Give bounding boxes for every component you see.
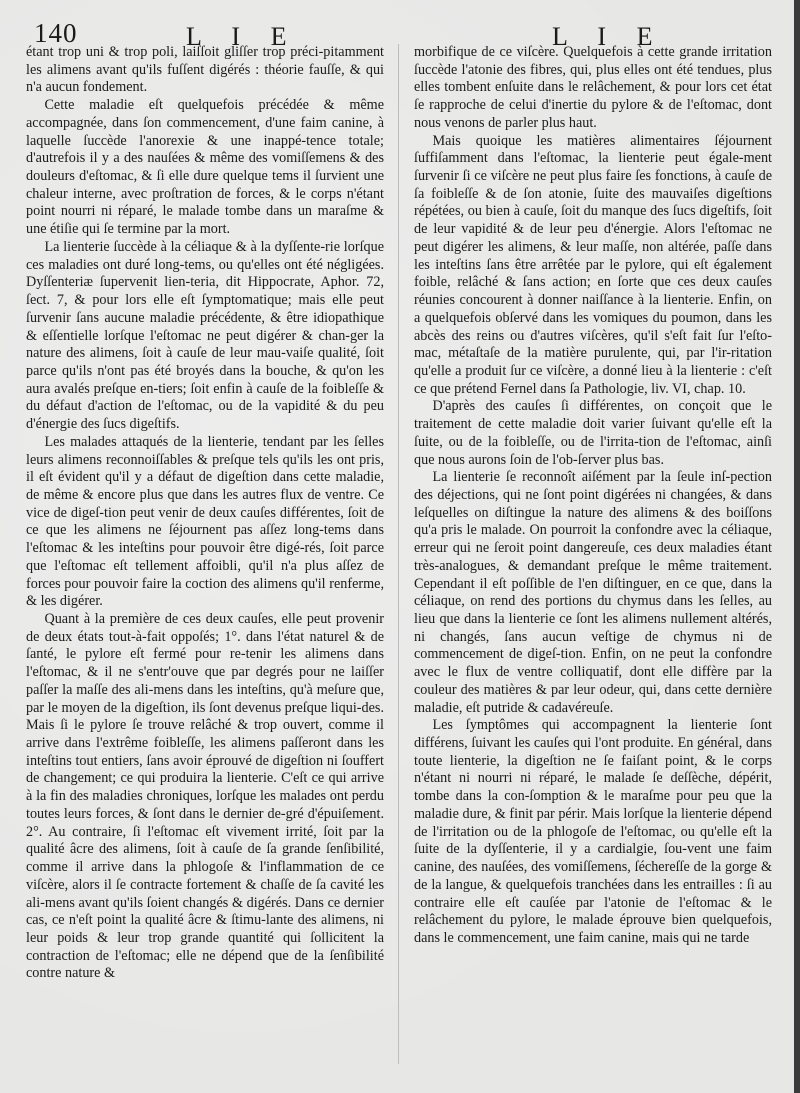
page-number: 140 — [34, 18, 78, 48]
column-divider — [398, 44, 399, 1064]
page-edge — [794, 0, 800, 1093]
running-head-left: L I E — [186, 22, 299, 51]
paragraph: Les ſymptômes qui accompagnent la lienterie ſont différens, ſuivant les cauſes qui l'ont produite. En général, dans toute lienterie, la digeſtion ne ſe faiſant point, & le corps n'étant ni nourri ni réparé, le malade ſe deſſèche, dépérit, tombe dans la con-ſomption & le maraſme pour peu que la maladie dure, & finit par périr. Mais lorſque la lienterie dépend de l'irritation ou de la phlogoſe de l'eſtomac, ou qu'elle eſt la ſuite de la dyſſenterie, il y a cardialgie, ſou-vent une faim canine, des nauſées, des vomiſſemens, ſéchereſſe de la gorge & de la langue, & quelquefois tranchées dans les entrailles : ſi au contraire elle eſt cauſée par l'atonie de l'eſtomac & le relâchement du pylore, le malade éprouve bien quelquefois, dans le commencement, une faim canine, mais qui ne tarde — [414, 717, 772, 946]
paragraph: Les malades attaqués de la lienterie, tendant par les ſelles leurs alimens reconnoiſſables & preſque tels qu'ils les ont pris, il eſt évident qu'il y a défaut de digeſtion dans cette maladie, de même & encore plus que dans les autres flux de ventre. Ce vice de digeſ-tion peut venir de deux cauſes différentes, ſoit de ce que les alimens ne ſéjournent pas aſſez long-tems dans l'eſtomac & les inteſtins pour pouvoir être digé-rés, ſoit parce que l'eſtomac eſt tellement affoibli, qu'il n'a plus aſſez de forces pour pouvoir faire la coction des alimens qu'il renferme, & les digérer. — [26, 433, 384, 610]
paragraph: Quant à la première de ces deux cauſes, elle peut provenir de deux états tout-à-fait oppoſés; 1°. dans l'état naturel & de ſanté, le pylore eſt fermé pour re-tenir les alimens dans l'eſtomac, & il ne s'entr'ouve que par degrés pour ne laiſſer paſſer la maſſe des ali-mens dans les inteſtins, qu'à meſure que, par le moyen de la digeſtion, ils ſont devenus preſque liqui-des. Mais ſi le pylore ſe trouve relâché & trop ouvert, comme il arrive dans l'extrême foibleſſe, les alimens paſſeront dans les inteſtins tout entiers, ſans avoir éprouvé de digeſtion ni ſouffert de changement; ce qui produira la lienterie. C'eſt ce qui arrive à la fin des maladies chroniques, lorſque les malades ont perdu toutes leurs forces, & ſont dans le dernier de-gré d'épuiſement. 2°. Au contraire, ſi l'eſtomac eſt vivement irrité, ſoit par la qualité âcre des alimens, ſoit à cauſe de ſa grande ſenſibilité, comme il arrive dans la phlogoſe & l'inflammation de ce viſcère, alors il ſe contracte fortement & chaſſe de ſa cavité les ali-mens avant qu'ils ſoient changés & digérés. Dans ce dernier cas, ce n'eſt point la qualité âcre & ſtimu-lante des alimens, ni leur poids & leur trop grande quantité qui ſollicitent la contraction de l'eſtomac; elle ne dépend que de la ſenſibilité contre nature & — [26, 611, 384, 982]
paragraph: D'après des cauſes ſi différentes, on conçoit que le traitement de cette maladie doit varier ſuivant qu'elle eſt la ſuite, ou de la foibleſſe, ou de l'irrita-tion de l'eſtomac, ainſi que nous aurons ſoin de l'ob-ſerver plus bas. — [414, 398, 772, 468]
paragraph: étant trop uni & trop poli, laiſſoit gliſſer trop préci-pitamment les alimens avant qu'ils fuſſent digérés : théorie fauſſe, & qui n'a aucun fondement. — [26, 44, 384, 96]
left-column — [26, 44, 384, 983]
paragraph: La lienterie ſuccède à la céliaque & à la dyſſente-rie lorſque ces maladies ont duré long-tems, ou qu'elles ont été négligées. Dyſſenteriæ ſupervenit lien-teria, dit Hippocrate, Aphor. 72, ſect. 7, & pour lors elle eſt ſymptomatique; mais elle peut ſurvenir ſans aucune maladie précédente, & être idiopathique & eſſentielle lorſque l'eſtomac ne peut digérer & chan-ger la nature des alimens, ſoit à cauſe de leur mau-vaiſe qualité, ſoit parce qu'ils n'ont pas été broyés dans la bouche, & qu'on les aura avalés preſque en-tiers; ſoit enfin à cauſe de la foibleſſe & du défaut d'action de l'eſtomac, ou de la vapidité & du peu d'énergie des ſucs digeſtifs. — [26, 238, 384, 433]
right-column — [414, 44, 772, 948]
paragraph: La lienterie ſe reconnoît aiſément par la ſeule inſ-pection des déjections, qui ne ſont point digérées ni changées, & dans leſquelles on diſtingue la nature des alimens & des boiſſons qu'a pris le malade. On pourroit la confondre avec la céliaque, erreur qui ne ſeroit point dangereuſe, ces deux maladies étant très-analogues, & demandant preſque le même traitement. Cependant il eſt poſſible de l'en diſtinguer, en ce que, dans la céliaque, on rend des portions du chymus dans les ſelles, au lieu que dans la lienterie ce ſont les alimens nullement altérés, ni changés, ſans aucun veſtige de chymus ni de commencement de digeſ-tion. Enfin, on ne peut la confondre avec le flux de ventre colliquatif, dont elle diffère par la couleur des matières & par leur odeur, qui, dans cette dernière maladie, eſt putride & cadavéreuſe. — [414, 469, 772, 716]
paragraph: Mais quoique les matières alimentaires ſéjournent ſuffiſamment dans l'eſtomac, la lienterie peut égale-ment ſurvenir ſi ce viſcère ne peut plus faire ſes fonctions, à cauſe de ſa foibleſſe & de ſon atonie, ſuite des mauvaiſes digeſtions répétées, ou bien à cauſe, ſoit du manque des ſucs digeſtifs, ſoit de leur vapidité & de leur peu d'énergie. Alors l'eſtomac ne peut digérer les alimens, & leur maſſe, non altérée, paſſe dans les inteſtins ſans être arrêtée par le pylore, qui eſt également foible, relâché & ſans action; en ſorte que ces deux cauſes réunies concourent à donner naiſſance à la lienterie. Enfin, on a quelquefois obſervé dans les vomiques du poumon, dans les abcès des reins ou d'autres viſcères, qu'il s'eſt fait ſur l'eſto-mac, métaſtaſe de la matière purulente, qui, par l'ir-ritation qu'elle a produit ſur ce viſcère, a donné lieu à la lienterie : c'eſt ce que prétend Fernel dans ſa Pathologie, liv. VI, chap. 10. — [414, 132, 772, 397]
running-head-right: L I E — [552, 22, 665, 51]
paragraph: morbifique de ce viſcère. Quelquefois à cette grande irritation ſuccède l'atonie des fibres, qui, plus elles ont été tendues, plus elles tombent enſuite dans le relâchement, & pour lors cet état ſe rapproche de celui d'inertie du pylore & de l'eſtomac, dont nous venons de parler plus haut. — [414, 44, 772, 131]
paragraph: Cette maladie eſt quelquefois précédée & même accompagnée, dans ſon commencement, d'une faim canine, à laquelle ſuccède l'anorexie & une inappé-tence totale; d'autrefois il y a des nauſées & même des vomiſſemens & des douleurs d'eſtomac, & ſi elle dure quelque tems il ſurvient une chaleur interne, avec proſtration de forces, & le corps n'étant point nourri ni réparé, le malade tombe dans un maraſme & une étiſie qui ſe termine par la mort. — [26, 97, 384, 238]
